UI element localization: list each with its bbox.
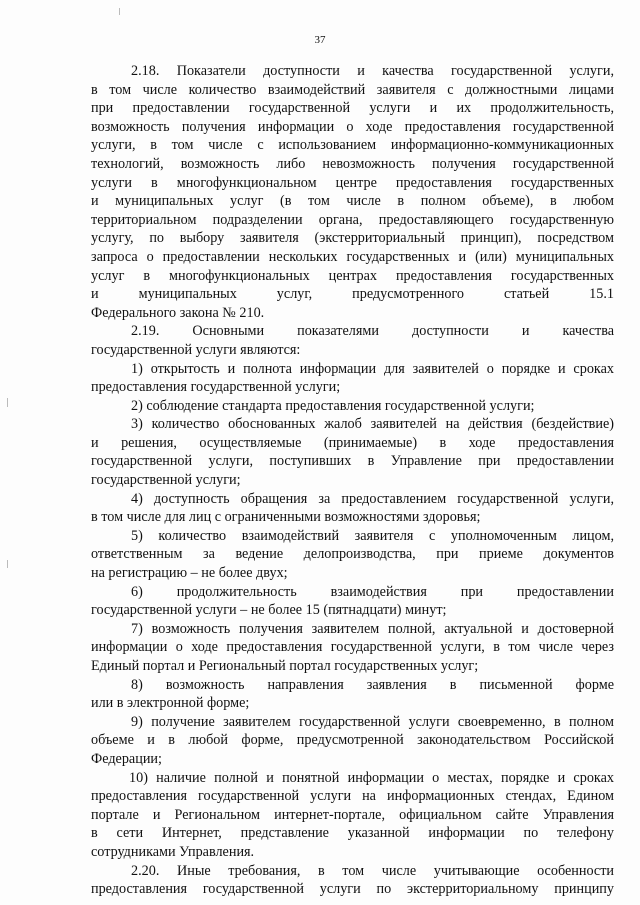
text-line: возможность получения информации о ходе предоставления государственной bbox=[91, 118, 614, 135]
text-line: предоставления государственной услуги по экстерриториальному принципу bbox=[91, 881, 614, 898]
text-line: 4) доступность обращения за предоставлением государственной услуги, bbox=[131, 490, 614, 507]
text-line: 8) возможность направления заявления в письменной форме bbox=[131, 676, 614, 693]
text-line: Федерации; bbox=[91, 750, 162, 767]
text-line: в том числе для лиц с ограниченными возможностями здоровья; bbox=[91, 509, 481, 526]
text-line: объеме и в любой форме, предусмотренной законодательством Российской bbox=[91, 732, 614, 749]
text-line: услуги, в том числе с использованием информационно-коммуникационных bbox=[91, 137, 614, 154]
page-number: 37 bbox=[314, 34, 326, 46]
text-line: и решения, осуществляемые (принимаемые) в ходе предоставления bbox=[91, 434, 614, 451]
text-line: 1) открытость и полнота информации для заявителей о порядке и сроках bbox=[131, 360, 614, 377]
document-body bbox=[91, 62, 614, 899]
text-line: 2.19. Основными показателями доступности и качества bbox=[131, 323, 614, 340]
text-line: 5) количество взаимодействий заявителя с уполномоченным лицом, bbox=[131, 527, 614, 544]
text-line: предоставления государственной услуги на информационных стендах, Едином bbox=[91, 788, 614, 805]
text-line: на регистрацию – не более двух; bbox=[91, 565, 288, 582]
text-line: 2) соблюдение стандарта предоставления государственной услуги; bbox=[131, 397, 535, 414]
text-line: услугу, по выбору заявителя (экстерриториальный принцип), посредством bbox=[91, 230, 614, 247]
text-line: государственной услуги являются: bbox=[91, 341, 301, 358]
scan-mark bbox=[7, 560, 8, 568]
text-line: в сети Интернет, представление указанной информации по телефону bbox=[91, 825, 614, 842]
text-line: 6) продолжительность взаимодействия при предоставлении bbox=[131, 583, 614, 600]
text-line: и муниципальных услуг, предусмотренного статьей 15.1 bbox=[91, 286, 614, 303]
text-line: 10) наличие полной и понятной информации о местах, порядке и сроках bbox=[129, 769, 614, 786]
text-line: при предоставлении государственной услуги и их продолжительность, bbox=[91, 100, 614, 117]
text-line: 9) получение заявителем государственной услуги своевременно, в полном bbox=[131, 713, 614, 730]
text-line: запроса о предоставлении нескольких государственных и (или) муниципальных bbox=[91, 248, 614, 265]
text-line: 2.18. Показатели доступности и качества государственной услуги, bbox=[131, 63, 614, 79]
text-line: Единый портал и Региональный портал государственных услуг; bbox=[91, 658, 479, 674]
text-line: территориальном подразделении органа, предоставляющего государственную bbox=[91, 211, 614, 228]
scan-mark bbox=[7, 398, 8, 407]
text-line: и муниципальных услуг (в том числе в полном объеме), в любом bbox=[91, 193, 614, 210]
text-line: Федерального закона № 210. bbox=[91, 304, 265, 321]
text-line: предоставления государственной услуги; bbox=[91, 379, 341, 396]
text-line: в том числе количество взаимодействий заявителя с должностными лицами bbox=[91, 81, 614, 98]
text-line: услуги в многофункциональном центре предоставления государственных bbox=[91, 174, 614, 191]
text-line: 2.20. Иные требования, в том числе учитывающие особенности bbox=[131, 862, 614, 879]
text-line: сотрудниками Управления. bbox=[91, 843, 255, 860]
text-line: государственной услуги, поступивших в Управление при предоставлении bbox=[91, 453, 614, 470]
text-line: государственной услуги; bbox=[91, 472, 241, 489]
text-line: информации о ходе предоставления государственной услуги, в том числе через bbox=[91, 639, 614, 656]
text-line: портале и Региональном интернет-портале, официальном сайте Управления bbox=[91, 806, 614, 823]
text-line: ответственным за ведение делопроизводства, при приеме документов bbox=[91, 546, 614, 563]
text-line: государственной услуги – не более 15 (пятнадцати) минут; bbox=[91, 602, 447, 619]
scan-mark bbox=[119, 8, 120, 15]
text-line: услуг в многофункциональных центрах предоставления государственных bbox=[91, 267, 614, 284]
text-line: технологий, возможность либо невозможность получения государственной bbox=[91, 155, 614, 172]
text-line: 7) возможность получения заявителем полной, актуальной и достоверной bbox=[131, 620, 614, 637]
text-line: 3) количество обоснованных жалоб заявителей на действия (бездействие) bbox=[131, 416, 614, 433]
text-line: или в электронной форме; bbox=[91, 695, 250, 712]
